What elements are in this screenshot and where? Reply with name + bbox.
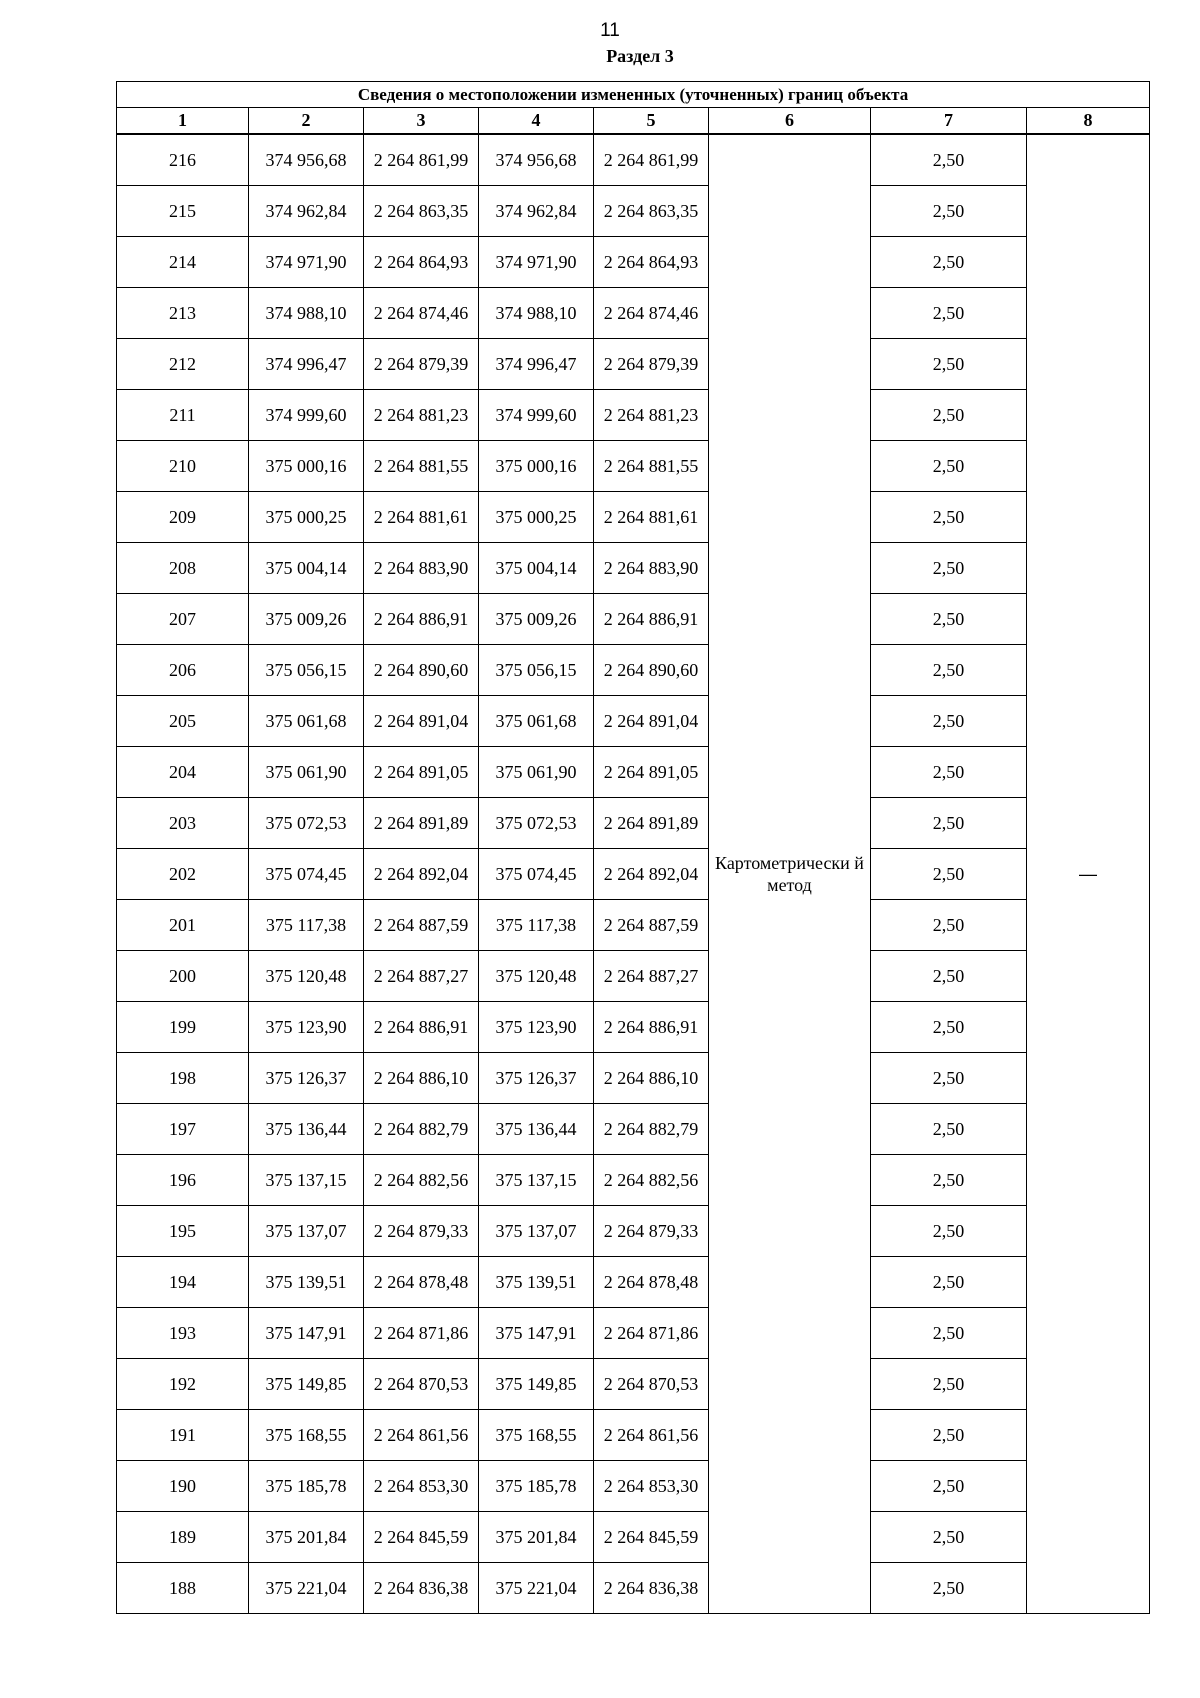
column-number: 2 xyxy=(249,108,364,135)
y-coord-existing-cell: 2 264 892,04 xyxy=(364,849,479,900)
column-number: 5 xyxy=(594,108,709,135)
accuracy-cell: 2,50 xyxy=(871,339,1027,390)
point-number-cell: 198 xyxy=(117,1053,249,1104)
y-coord-existing-cell: 2 264 853,30 xyxy=(364,1461,479,1512)
y-coord-new-cell: 2 264 881,23 xyxy=(594,390,709,441)
x-coord-existing-cell: 375 221,04 xyxy=(249,1563,364,1614)
x-coord-new-cell: 375 147,91 xyxy=(479,1308,594,1359)
y-coord-new-cell: 2 264 886,91 xyxy=(594,594,709,645)
accuracy-cell: 2,50 xyxy=(871,696,1027,747)
x-coord-existing-cell: 375 056,15 xyxy=(249,645,364,696)
table-row xyxy=(117,237,1150,288)
y-coord-new-cell: 2 264 881,55 xyxy=(594,441,709,492)
x-coord-existing-cell: 375 004,14 xyxy=(249,543,364,594)
table-row xyxy=(117,747,1150,798)
column-number: 6 xyxy=(709,108,871,135)
x-coord-existing-cell: 374 996,47 xyxy=(249,339,364,390)
x-coord-existing-cell: 375 137,07 xyxy=(249,1206,364,1257)
table-row xyxy=(117,1155,1150,1206)
accuracy-cell: 2,50 xyxy=(871,1002,1027,1053)
x-coord-new-cell: 375 074,45 xyxy=(479,849,594,900)
table-row xyxy=(117,1359,1150,1410)
x-coord-new-cell: 374 962,84 xyxy=(479,186,594,237)
table-row xyxy=(117,696,1150,747)
accuracy-cell: 2,50 xyxy=(871,1512,1027,1563)
point-number-cell: 188 xyxy=(117,1563,249,1614)
y-coord-new-cell: 2 264 879,33 xyxy=(594,1206,709,1257)
accuracy-cell: 2,50 xyxy=(871,1359,1027,1410)
x-coord-existing-cell: 375 061,68 xyxy=(249,696,364,747)
x-coord-existing-cell: 375 072,53 xyxy=(249,798,364,849)
accuracy-cell: 2,50 xyxy=(871,1461,1027,1512)
accuracy-cell: 2,50 xyxy=(871,849,1027,900)
table-row xyxy=(117,1410,1150,1461)
x-coord-new-cell: 374 971,90 xyxy=(479,237,594,288)
table-body xyxy=(117,134,1150,1614)
boundary-coordinates-table xyxy=(116,81,1150,1614)
x-coord-existing-cell: 375 009,26 xyxy=(249,594,364,645)
x-coord-existing-cell: 375 117,38 xyxy=(249,900,364,951)
y-coord-new-cell: 2 264 845,59 xyxy=(594,1512,709,1563)
x-coord-new-cell: 375 136,44 xyxy=(479,1104,594,1155)
table-row xyxy=(117,594,1150,645)
x-coord-new-cell: 375 139,51 xyxy=(479,1257,594,1308)
point-number-cell: 199 xyxy=(117,1002,249,1053)
x-coord-new-cell: 374 956,68 xyxy=(479,134,594,186)
point-number-cell: 195 xyxy=(117,1206,249,1257)
x-coord-existing-cell: 375 168,55 xyxy=(249,1410,364,1461)
y-coord-existing-cell: 2 264 879,39 xyxy=(364,339,479,390)
y-coord-existing-cell: 2 264 881,55 xyxy=(364,441,479,492)
accuracy-cell: 2,50 xyxy=(871,237,1027,288)
y-coord-new-cell: 2 264 853,30 xyxy=(594,1461,709,1512)
method-cell: Картометрически й метод xyxy=(709,134,871,1614)
x-coord-existing-cell: 375 074,45 xyxy=(249,849,364,900)
accuracy-cell: 2,50 xyxy=(871,900,1027,951)
x-coord-existing-cell: 374 988,10 xyxy=(249,288,364,339)
y-coord-new-cell: 2 264 891,04 xyxy=(594,696,709,747)
column-number: 3 xyxy=(364,108,479,135)
x-coord-existing-cell: 374 999,60 xyxy=(249,390,364,441)
table-row xyxy=(117,1461,1150,1512)
point-number-cell: 202 xyxy=(117,849,249,900)
x-coord-new-cell: 375 137,15 xyxy=(479,1155,594,1206)
point-number-cell: 213 xyxy=(117,288,249,339)
point-number-cell: 193 xyxy=(117,1308,249,1359)
accuracy-cell: 2,50 xyxy=(871,288,1027,339)
table-row xyxy=(117,339,1150,390)
y-coord-existing-cell: 2 264 891,04 xyxy=(364,696,479,747)
accuracy-cell: 2,50 xyxy=(871,798,1027,849)
table-row xyxy=(117,900,1150,951)
x-coord-existing-cell: 375 126,37 xyxy=(249,1053,364,1104)
accuracy-cell: 2,50 xyxy=(871,594,1027,645)
y-coord-existing-cell: 2 264 879,33 xyxy=(364,1206,479,1257)
point-number-cell: 212 xyxy=(117,339,249,390)
x-coord-existing-cell: 375 120,48 xyxy=(249,951,364,1002)
table-row xyxy=(117,1512,1150,1563)
y-coord-existing-cell: 2 264 886,91 xyxy=(364,1002,479,1053)
table-row xyxy=(117,288,1150,339)
y-coord-new-cell: 2 264 874,46 xyxy=(594,288,709,339)
table-row xyxy=(117,1308,1150,1359)
point-number-cell: 211 xyxy=(117,390,249,441)
y-coord-new-cell: 2 264 861,99 xyxy=(594,134,709,186)
column-number: 1 xyxy=(117,108,249,135)
y-coord-new-cell: 2 264 870,53 xyxy=(594,1359,709,1410)
accuracy-cell: 2,50 xyxy=(871,1155,1027,1206)
point-number-cell: 209 xyxy=(117,492,249,543)
x-coord-existing-cell: 375 149,85 xyxy=(249,1359,364,1410)
x-coord-new-cell: 375 123,90 xyxy=(479,1002,594,1053)
y-coord-new-cell: 2 264 882,79 xyxy=(594,1104,709,1155)
accuracy-cell: 2,50 xyxy=(871,1104,1027,1155)
accuracy-cell: 2,50 xyxy=(871,645,1027,696)
point-number-cell: 208 xyxy=(117,543,249,594)
point-number-cell: 214 xyxy=(117,237,249,288)
x-coord-existing-cell: 375 136,44 xyxy=(249,1104,364,1155)
accuracy-cell: 2,50 xyxy=(871,1206,1027,1257)
table-row xyxy=(117,645,1150,696)
table-row xyxy=(117,951,1150,1002)
x-coord-new-cell: 375 149,85 xyxy=(479,1359,594,1410)
y-coord-new-cell: 2 264 863,35 xyxy=(594,186,709,237)
y-coord-new-cell: 2 264 887,27 xyxy=(594,951,709,1002)
y-coord-existing-cell: 2 264 890,60 xyxy=(364,645,479,696)
table-row xyxy=(117,134,1150,186)
y-coord-existing-cell: 2 264 882,79 xyxy=(364,1104,479,1155)
y-coord-existing-cell: 2 264 874,46 xyxy=(364,288,479,339)
x-coord-new-cell: 375 061,90 xyxy=(479,747,594,798)
x-coord-new-cell: 375 221,04 xyxy=(479,1563,594,1614)
accuracy-cell: 2,50 xyxy=(871,1308,1027,1359)
point-number-cell: 204 xyxy=(117,747,249,798)
y-coord-existing-cell: 2 264 863,35 xyxy=(364,186,479,237)
x-coord-existing-cell: 374 971,90 xyxy=(249,237,364,288)
x-coord-existing-cell: 375 000,25 xyxy=(249,492,364,543)
x-coord-new-cell: 374 999,60 xyxy=(479,390,594,441)
y-coord-new-cell: 2 264 871,86 xyxy=(594,1308,709,1359)
y-coord-existing-cell: 2 264 861,99 xyxy=(364,134,479,186)
point-number-cell: 205 xyxy=(117,696,249,747)
y-coord-existing-cell: 2 264 891,05 xyxy=(364,747,479,798)
x-coord-new-cell: 375 000,16 xyxy=(479,441,594,492)
table-row xyxy=(117,441,1150,492)
y-coord-existing-cell: 2 264 883,90 xyxy=(364,543,479,594)
y-coord-existing-cell: 2 264 836,38 xyxy=(364,1563,479,1614)
y-coord-existing-cell: 2 264 891,89 xyxy=(364,798,479,849)
y-coord-new-cell: 2 264 879,39 xyxy=(594,339,709,390)
y-coord-existing-cell: 2 264 887,59 xyxy=(364,900,479,951)
point-number-cell: 210 xyxy=(117,441,249,492)
y-coord-new-cell: 2 264 890,60 xyxy=(594,645,709,696)
y-coord-new-cell: 2 264 886,91 xyxy=(594,1002,709,1053)
table-row xyxy=(117,390,1150,441)
x-coord-new-cell: 375 168,55 xyxy=(479,1410,594,1461)
y-coord-existing-cell: 2 264 886,10 xyxy=(364,1053,479,1104)
table-row xyxy=(117,849,1150,900)
y-coord-existing-cell: 2 264 864,93 xyxy=(364,237,479,288)
x-coord-new-cell: 374 996,47 xyxy=(479,339,594,390)
point-number-cell: 196 xyxy=(117,1155,249,1206)
point-number-cell: 189 xyxy=(117,1512,249,1563)
column-number: 4 xyxy=(479,108,594,135)
column-number: 8 xyxy=(1027,108,1150,135)
table-row xyxy=(117,1257,1150,1308)
accuracy-cell: 2,50 xyxy=(871,543,1027,594)
table-row xyxy=(117,1206,1150,1257)
y-coord-existing-cell: 2 264 878,48 xyxy=(364,1257,479,1308)
x-coord-existing-cell: 375 137,15 xyxy=(249,1155,364,1206)
x-coord-new-cell: 374 988,10 xyxy=(479,288,594,339)
point-number-cell: 206 xyxy=(117,645,249,696)
column-number: 7 xyxy=(871,108,1027,135)
y-coord-new-cell: 2 264 836,38 xyxy=(594,1563,709,1614)
y-coord-new-cell: 2 264 882,56 xyxy=(594,1155,709,1206)
y-coord-new-cell: 2 264 886,10 xyxy=(594,1053,709,1104)
point-number-cell: 192 xyxy=(117,1359,249,1410)
table-row xyxy=(117,1563,1150,1614)
x-coord-new-cell: 375 126,37 xyxy=(479,1053,594,1104)
point-number-cell: 215 xyxy=(117,186,249,237)
point-number-cell: 200 xyxy=(117,951,249,1002)
y-coord-new-cell: 2 264 887,59 xyxy=(594,900,709,951)
x-coord-new-cell: 375 117,38 xyxy=(479,900,594,951)
column-number-row xyxy=(117,108,1150,135)
x-coord-new-cell: 375 061,68 xyxy=(479,696,594,747)
point-number-cell: 203 xyxy=(117,798,249,849)
point-number-cell: 216 xyxy=(117,134,249,186)
page-number: 11 xyxy=(600,20,620,41)
y-coord-existing-cell: 2 264 870,53 xyxy=(364,1359,479,1410)
x-coord-existing-cell: 375 061,90 xyxy=(249,747,364,798)
x-coord-new-cell: 375 201,84 xyxy=(479,1512,594,1563)
x-coord-new-cell: 375 072,53 xyxy=(479,798,594,849)
accuracy-cell: 2,50 xyxy=(871,390,1027,441)
y-coord-existing-cell: 2 264 887,27 xyxy=(364,951,479,1002)
column8-cell: — xyxy=(1027,134,1150,1614)
y-coord-new-cell: 2 264 864,93 xyxy=(594,237,709,288)
section-title: Раздел 3 xyxy=(606,46,674,66)
accuracy-cell: 2,50 xyxy=(871,134,1027,186)
x-coord-existing-cell: 375 185,78 xyxy=(249,1461,364,1512)
x-coord-existing-cell: 375 147,91 xyxy=(249,1308,364,1359)
x-coord-new-cell: 375 185,78 xyxy=(479,1461,594,1512)
y-coord-new-cell: 2 264 878,48 xyxy=(594,1257,709,1308)
point-number-cell: 197 xyxy=(117,1104,249,1155)
accuracy-cell: 2,50 xyxy=(871,492,1027,543)
y-coord-new-cell: 2 264 891,05 xyxy=(594,747,709,798)
accuracy-cell: 2,50 xyxy=(871,747,1027,798)
table-row xyxy=(117,186,1150,237)
y-coord-existing-cell: 2 264 881,61 xyxy=(364,492,479,543)
table-row xyxy=(117,798,1150,849)
table-row xyxy=(117,1002,1150,1053)
y-coord-new-cell: 2 264 883,90 xyxy=(594,543,709,594)
accuracy-cell: 2,50 xyxy=(871,1563,1027,1614)
point-number-cell: 201 xyxy=(117,900,249,951)
y-coord-existing-cell: 2 264 871,86 xyxy=(364,1308,479,1359)
x-coord-existing-cell: 375 139,51 xyxy=(249,1257,364,1308)
table-row xyxy=(117,1104,1150,1155)
y-coord-existing-cell: 2 264 882,56 xyxy=(364,1155,479,1206)
x-coord-new-cell: 375 137,07 xyxy=(479,1206,594,1257)
x-coord-new-cell: 375 004,14 xyxy=(479,543,594,594)
y-coord-existing-cell: 2 264 881,23 xyxy=(364,390,479,441)
x-coord-new-cell: 375 120,48 xyxy=(479,951,594,1002)
y-coord-new-cell: 2 264 881,61 xyxy=(594,492,709,543)
x-coord-new-cell: 375 009,26 xyxy=(479,594,594,645)
x-coord-existing-cell: 375 000,16 xyxy=(249,441,364,492)
table-row xyxy=(117,1053,1150,1104)
table-row xyxy=(117,543,1150,594)
point-number-cell: 191 xyxy=(117,1410,249,1461)
y-coord-new-cell: 2 264 891,89 xyxy=(594,798,709,849)
accuracy-cell: 2,50 xyxy=(871,951,1027,1002)
y-coord-new-cell: 2 264 892,04 xyxy=(594,849,709,900)
x-coord-existing-cell: 374 962,84 xyxy=(249,186,364,237)
table-caption: Сведения о местоположении измененных (уточненных) границ объекта xyxy=(117,82,1150,108)
y-coord-existing-cell: 2 264 845,59 xyxy=(364,1512,479,1563)
point-number-cell: 190 xyxy=(117,1461,249,1512)
accuracy-cell: 2,50 xyxy=(871,1053,1027,1104)
x-coord-new-cell: 375 056,15 xyxy=(479,645,594,696)
accuracy-cell: 2,50 xyxy=(871,186,1027,237)
accuracy-cell: 2,50 xyxy=(871,1257,1027,1308)
point-number-cell: 194 xyxy=(117,1257,249,1308)
accuracy-cell: 2,50 xyxy=(871,441,1027,492)
y-coord-existing-cell: 2 264 886,91 xyxy=(364,594,479,645)
table-row xyxy=(117,492,1150,543)
x-coord-new-cell: 375 000,25 xyxy=(479,492,594,543)
point-number-cell: 207 xyxy=(117,594,249,645)
y-coord-new-cell: 2 264 861,56 xyxy=(594,1410,709,1461)
x-coord-existing-cell: 375 201,84 xyxy=(249,1512,364,1563)
x-coord-existing-cell: 375 123,90 xyxy=(249,1002,364,1053)
x-coord-existing-cell: 374 956,68 xyxy=(249,134,364,186)
y-coord-existing-cell: 2 264 861,56 xyxy=(364,1410,479,1461)
accuracy-cell: 2,50 xyxy=(871,1410,1027,1461)
